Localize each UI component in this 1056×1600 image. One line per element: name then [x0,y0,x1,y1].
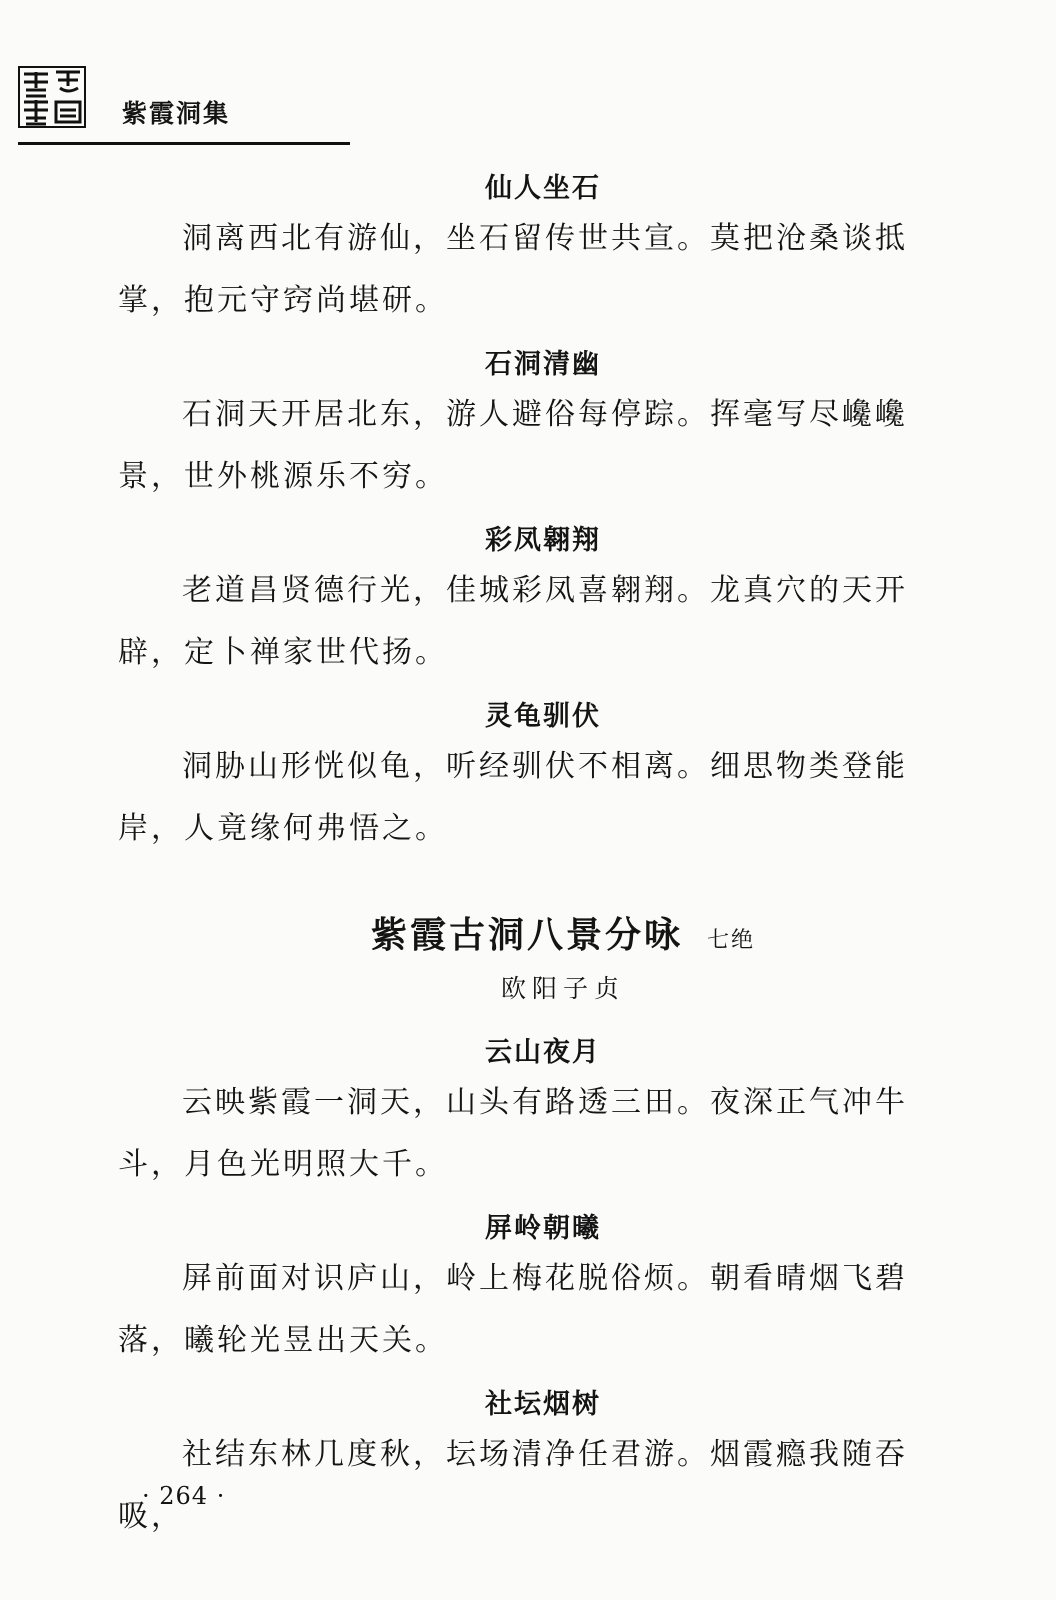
poem-title: 云山夜月 [485,1037,601,1068]
poem-text: 云映紫霞一洞天，山头有路透三田。夜深正气冲牛斗，月色光明照大千。 [118,1085,908,1182]
section-heading [118,910,968,960]
page-content [118,170,968,1562]
section-title: 紫霞古洞八景分咏 [370,914,683,956]
poem-title: 仙人坐石 [485,173,601,204]
poem-text: 社结东林几度秋，坛场清净任君游。烟霞瘾我随吞吸， [118,1437,908,1534]
poem [118,170,968,332]
poem [118,346,968,508]
poem-title: 社坛烟树 [485,1389,601,1420]
page-number: · 264 · [142,1482,226,1510]
section-form: 七绝 [707,928,756,953]
poem [118,1034,968,1196]
poem-text: 老道昌贤德行光，佳城彩凤喜翱翔。龙真穴的天开辟，定卜禅家世代扬。 [118,573,908,670]
poem-title: 彩凤翱翔 [485,525,601,556]
running-title: 紫霞洞集 [122,99,231,128]
poem-title: 屏岭朝曦 [485,1213,601,1244]
poem [118,1386,968,1548]
poem-text: 洞离西北有游仙，坐石留传世共宣。莫把沧桑谈抵掌，抱元守窍尚堪研。 [118,221,908,318]
section-author: 欧阳子贞 [500,974,625,1003]
seal-logo-icon [18,66,86,128]
poem-text: 洞胁山形恍似龟，听经驯伏不相离。细思物类登能岸，人竟缘何弗悟之。 [118,749,908,846]
poem [118,522,968,684]
poem-text: 石洞天开居北东，游人避俗每停踪。挥毫写尽巉巉景，世外桃源乐不穷。 [118,397,908,494]
poem [118,698,968,860]
poem [118,1210,968,1372]
header-rule [18,142,350,145]
poem-text: 屏前面对识庐山，岭上梅花脱俗烦。朝看晴烟飞碧落，曦轮光昱出天关。 [118,1261,908,1358]
poem-title: 灵龟驯伏 [485,701,601,732]
poem-title: 石洞清幽 [485,349,601,380]
